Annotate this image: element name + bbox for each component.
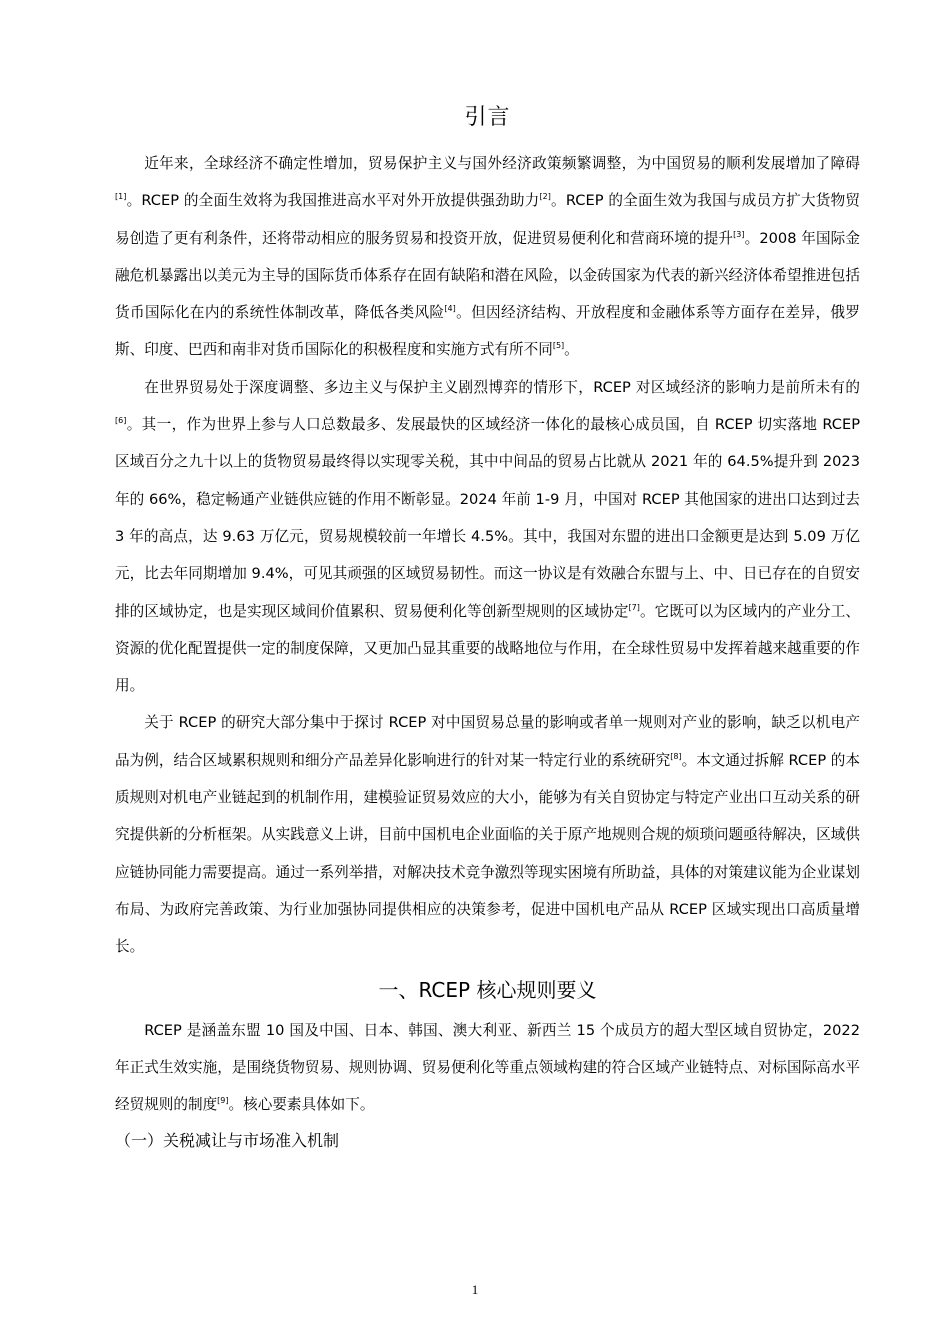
text-run: 。2008 年国际金融危机暴露出以美元为主导的国际货币体系存在固有缺陷和潜在风险，以金砖国家为代表的新兴经济体希望推进包括货币国际化在内的系统性体制改革，降低各类风险 xyxy=(115,229,860,322)
text-run: 。RCEP 的全面生效将为我国推进高水平对外开放提供强劲助力 xyxy=(126,192,540,210)
citation-marker: [2] xyxy=(539,192,551,202)
citation-marker: [3] xyxy=(733,229,745,239)
page-number: 1 xyxy=(471,1282,479,1297)
text-run: 。核心要素具体如下。 xyxy=(228,1096,375,1114)
text-run: 在世界贸易处于深度调整、多边主义与保护主义剧烈博弈的情形下，RCEP 对区域经济的影响力是前所未有的 xyxy=(144,378,860,396)
section-1-paragraph xyxy=(115,1012,860,1124)
intro-paragraph-2 xyxy=(115,369,860,705)
intro-paragraph-3 xyxy=(115,704,860,965)
intro-title: 引言 xyxy=(464,105,511,130)
text-run: 。但因经济结构、开放程度和金融体系等方面存在差异，俄罗斯、印度、巴西和南非对货币国际化的积极程度和实施方式有所不同 xyxy=(115,304,860,359)
text-run: 。其一，作为世界上参与人口总数最多、发展最快的区域经济一体化的最核心成员国，自 RCEP 切实落地 RCEP 区域百分之九十以上的货物贸易最终得以实现零关税，其中中间品的贸易占比就从 2021 年的 64.5%提升到 2023 年的 66%，稳定畅通产业链供应链的作用不断彰显。2024 年前 1-9 月，中国对 RCEP 其他国家的进出口达到过去 3 年的高点，达 9.63 万亿元，贸易规模较前一年增长 4.5%。其中，我国对东盟的进出口金额更是达到 5.09 万亿元，比去年同期增加 9.4%，可见其顽强的区域贸易韧性。而这一协议是有效融合东盟与上、中、日已存在的自贸安排的区域协定，也是实现区域间价值累积、贸易便利化等创新型规则的区域协定 xyxy=(115,416,860,620)
intro-paragraph-1 xyxy=(115,145,860,369)
citation-marker: [6] xyxy=(115,416,127,426)
text-run: 。 xyxy=(564,341,579,359)
text-run: RCEP 是涵盖东盟 10 国及中国、日本、韩国、澳大利亚、新西兰 15 个成员方的超大型区域自贸协定，2022 年正式生效实施，是围绕货物贸易、规则协调、贸易便利化等重点领域构建的符合区域产业链特点、对标国际高水平经贸规则的制度 xyxy=(115,1021,860,1114)
text-run: 近年来，全球经济不确定性增加，贸易保护主义与国外经济政策频繁调整，为中国贸易的顺利发展增加了障碍 xyxy=(144,155,860,172)
citation-marker: [7] xyxy=(628,602,640,612)
section-1-heading: 一、RCEP 核心规则要义 xyxy=(378,977,597,1002)
text-run: 。RCEP 的全面生效为我国与成员方扩大货物贸易创造了更有利条件，还将带动相应的服务贸易和投资开放，促进贸易便利化和营商环境的提升 xyxy=(115,192,861,247)
text-run: 。它既可以为区域内的产业分工、资源的优化配置提供一定的制度保障，又更加凸显其重要的战略地位与作用，在全球性贸易中发挥着越来越重要的作用。 xyxy=(115,602,860,695)
citation-marker: [9] xyxy=(217,1096,229,1106)
text-run: 。本文通过拆解 RCEP 的本质规则对机电产业链起到的机制作用，建模验证贸易效应的大小，能够为有关自贸协定与特定产业出口互动关系的研究提供新的分析框架。从实践意义上讲，目前中国机电企业面临的关于原产地规则合规的烦琐问题亟待解决，区域供应链协同能力需要提高。通过一系列举措，对解决技术竞争激烈等现实困境有所助益，具体的对策建议能为企业谋划布局、为政府完善政策、为行业加强协同提供相应的决策参考，促进中国机电产品从 RCEP 区域实现出口高质量增长。 xyxy=(115,751,860,956)
citation-marker: [1] xyxy=(115,192,127,202)
citation-marker: [5] xyxy=(552,341,565,351)
citation-marker: [8] xyxy=(670,751,682,761)
subsection-1-heading: （一）关税减让与市场准入机制 xyxy=(115,1131,340,1151)
text-run: 关于 RCEP 的研究大部分集中于探讨 RCEP 对中国贸易总量的影响或者单一规则对产业的影响，缺乏以机电产品为例，结合区域累积规则和细分产品差异化影响进行的针对某一特定行业的系统研究 xyxy=(115,714,860,769)
citation-marker: [4] xyxy=(444,304,456,314)
page-content xyxy=(115,95,860,1159)
